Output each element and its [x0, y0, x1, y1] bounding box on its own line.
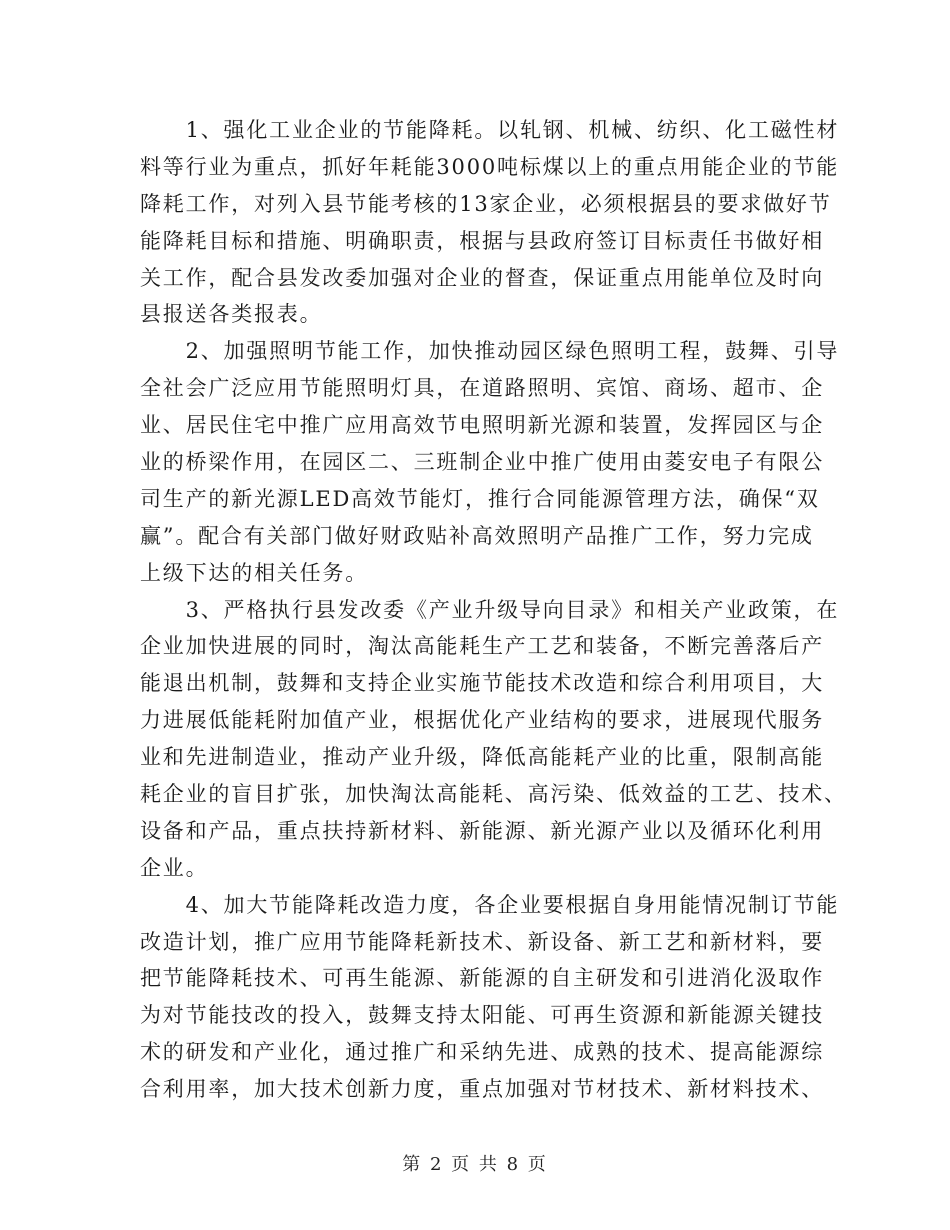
text-line: 业和先进制造业，推动产业升级，降低高能耗产业的比重，限制高能: [140, 745, 824, 770]
text-line: 设备和产品，重点扶持新材料、新能源、新光源产业以及循环化利用: [140, 818, 824, 843]
text-line: 降耗工作，对列入县节能考核的13家企业，必须根据县的要求做好节: [140, 191, 832, 216]
document-body: [140, 112, 847, 1108]
text-line: 县报送各类报表。: [140, 302, 323, 327]
text-line: 全社会广泛应用节能照明灯具，在道路照明、宾馆、商场、超市、企: [140, 376, 824, 401]
text-line: 能降耗目标和措施、明确职责，根据与县政府签订目标责任书做好相: [140, 228, 824, 253]
text-line: 赢”。配合有关部门做好财政贴补高效照明产品推广工作，努力完成: [140, 523, 814, 548]
text-line: 2、加强照明节能工作，加快推动园区绿色照明工程，鼓舞、引导: [140, 339, 840, 364]
text-line: 料等行业为重点，抓好年耗能3000吨标煤以上的重点用能企业的节能: [140, 154, 840, 179]
text-line: 为对节能技改的投入，鼓舞支持太阳能、可再生资源和新能源关键技: [140, 1003, 824, 1028]
text-line: 上级下达的相关任务。: [140, 560, 368, 585]
text-line: 3、严格执行县发改委《产业升级导向目录》和相关产业政策，在: [140, 597, 840, 622]
text-line: 企业加快进展的同时，淘汰高能耗生产工艺和装备，不断完善落后产: [140, 634, 824, 659]
text-line: 把节能降耗技术、可再生能源、新能源的自主研发和引进消化汲取作: [140, 966, 824, 991]
page-number-footer: 第 2 页 共 8 页: [402, 1154, 548, 1175]
text-line: 企业。: [140, 855, 209, 880]
text-line: 1、强化工业企业的节能降耗。以轧钢、机械、纺织、化工磁性材: [140, 118, 840, 142]
text-line: 力进展低能耗附加值产业，根据优化产业结构的要求，进展现代服务: [140, 708, 824, 733]
text-line: 术的研发和产业化，通过推广和采纳先进、成熟的技术、提高能源综: [140, 1040, 824, 1065]
text-line: 业的桥梁作用，在园区二、三班制企业中推广使用由菱安电子有限公: [140, 450, 824, 475]
text-line: 改造计划，推广应用节能降耗新技术、新设备、新工艺和新材料，要: [140, 929, 824, 954]
text-line: 关工作，配合县发改委加强对企业的督查，保证重点用能单位及时向: [140, 265, 824, 290]
text-line: 能退出机制，鼓舞和支持企业实施节能技术改造和综合利用项目，大: [140, 671, 824, 696]
text-line: 司生产的新光源LED高效节能灯，推行合同能源管理方法，确保“双: [140, 486, 820, 511]
text-line: 合利用率，加大技术创新力度，重点加强对节材技术、新材料技术、: [140, 1077, 824, 1102]
text-line: 耗企业的盲目扩张，加快淘汰高能耗、高污染、低效益的工艺、技术、: [140, 782, 847, 807]
text-line: 业、居民住宅中推广应用高效节电照明新光源和装置，发挥园区与企: [140, 413, 824, 438]
text-line: 4、加大节能降耗改造力度，各企业要根据自身用能情况制订节能: [140, 892, 840, 917]
